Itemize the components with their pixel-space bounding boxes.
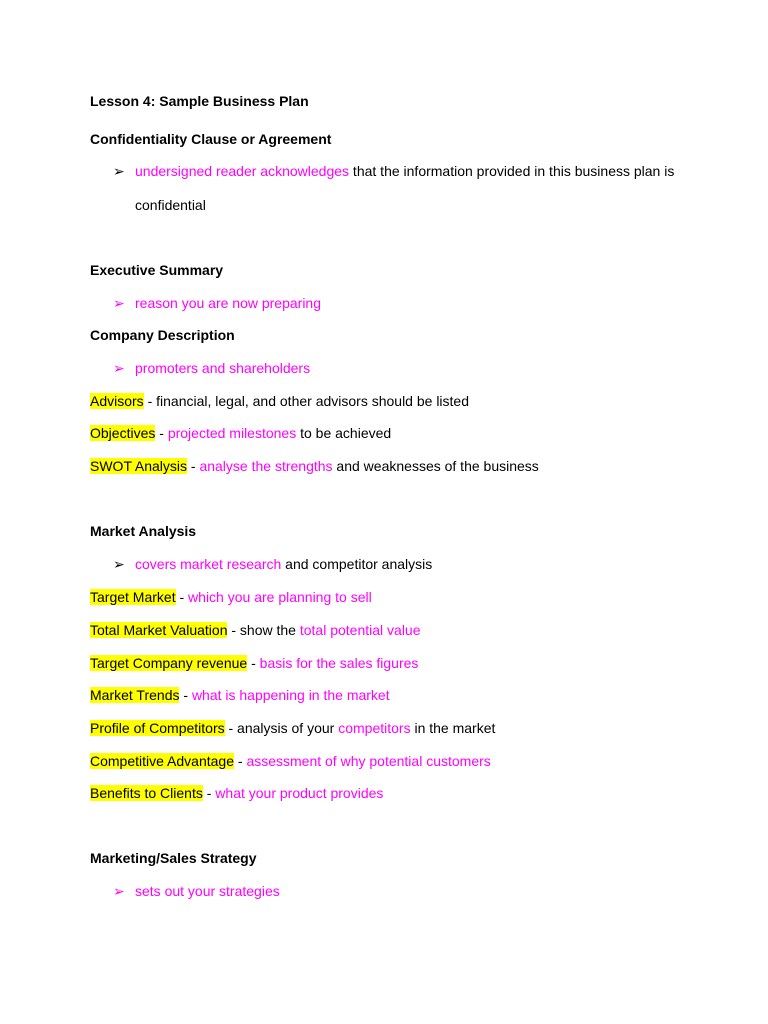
item-swot-analysis	[90, 457, 539, 475]
item-total-market-valuation	[90, 621, 421, 639]
separator: -	[247, 655, 260, 671]
highlighted-term: Profile of Competitors	[90, 720, 225, 736]
arrow-bullet-icon: ➢	[113, 295, 125, 311]
bullet-text: that the information provided in this business plan is	[349, 163, 675, 179]
item-pink-text: what is happening in the market	[191, 687, 390, 703]
highlighted-term: Target Market	[90, 589, 176, 605]
bullet-pink-text: sets out your strategies	[135, 883, 280, 899]
separator: -	[202, 785, 216, 801]
separator: -	[179, 687, 192, 703]
item-pink-text: assessment of why potential customers	[246, 753, 491, 769]
bullet-pink-text: promoters and shareholders	[135, 360, 311, 376]
bullet-executive-summary	[113, 294, 321, 312]
item-objectives	[90, 424, 391, 442]
highlighted-term: Total Market Valuation	[90, 622, 228, 638]
separator: -	[155, 425, 168, 441]
separator: -	[175, 589, 189, 605]
item-pink-text: competitors	[338, 720, 411, 736]
page-title: Lesson 4: Sample Business Plan	[90, 93, 309, 109]
bullet-text: and competitor analysis	[281, 556, 433, 572]
bullet-company-description	[113, 359, 310, 377]
bullet-pink-text: reason you are now preparing	[135, 295, 322, 311]
bullet-market-analysis	[113, 555, 432, 573]
item-benefits-to-clients	[90, 784, 383, 802]
bullet-continuation: confidential	[135, 197, 206, 213]
item-text: to be achieved	[296, 425, 392, 441]
highlighted-term: Target Company revenue	[90, 655, 248, 671]
separator: - analysis of your	[224, 720, 339, 736]
item-market-trends	[90, 686, 390, 704]
arrow-bullet-icon: ➢	[113, 360, 125, 376]
item-target-market	[90, 588, 372, 606]
item-profile-of-competitors	[90, 719, 495, 737]
separator: - show the	[227, 622, 300, 638]
item-text: in the market	[410, 720, 496, 736]
item-pink-text: basis for the sales figures	[259, 655, 419, 671]
section-heading-market-analysis: Market Analysis	[90, 523, 197, 539]
highlighted-term: Advisors	[90, 393, 144, 409]
item-pink-text: projected milestones	[167, 425, 297, 441]
arrow-bullet-icon: ➢	[113, 556, 125, 572]
section-heading-confidentiality: Confidentiality Clause or Agreement	[90, 131, 332, 147]
bullet-pink-text: undersigned reader acknowledges	[135, 163, 350, 179]
bullet-confidentiality	[113, 162, 677, 180]
item-text: financial, legal, and other advisors should be listed	[156, 393, 470, 409]
bullet-marketing-sales-strategy	[113, 882, 280, 900]
section-heading-company-description: Company Description	[90, 327, 235, 343]
separator: -	[233, 753, 247, 769]
item-text: and weaknesses of the business	[332, 458, 539, 474]
highlighted-term: Market Trends	[90, 687, 180, 703]
item-competitive-advantage	[90, 752, 491, 770]
separator: -	[187, 458, 200, 474]
item-pink-text: total potential value	[299, 622, 421, 638]
section-heading-executive-summary: Executive Summary	[90, 262, 224, 278]
item-pink-text: which you are planning to sell	[188, 589, 372, 605]
item-pink-text: what your product provides	[215, 785, 384, 801]
highlighted-term: Competitive Advantage	[90, 753, 234, 769]
section-heading-marketing-sales-strategy: Marketing/Sales Strategy	[90, 850, 257, 866]
highlighted-term: SWOT Analysis	[90, 458, 187, 474]
item-target-company-revenue	[90, 654, 418, 672]
arrow-bullet-icon: ➢	[113, 163, 125, 179]
bullet-pink-text: covers market research	[135, 556, 282, 572]
separator: -	[143, 393, 157, 409]
highlighted-term: Benefits to Clients	[90, 785, 203, 801]
highlighted-term: Objectives	[90, 425, 156, 441]
item-pink-text: analyse the strengths	[199, 458, 333, 474]
arrow-bullet-icon: ➢	[113, 883, 125, 899]
item-advisors	[90, 392, 469, 410]
